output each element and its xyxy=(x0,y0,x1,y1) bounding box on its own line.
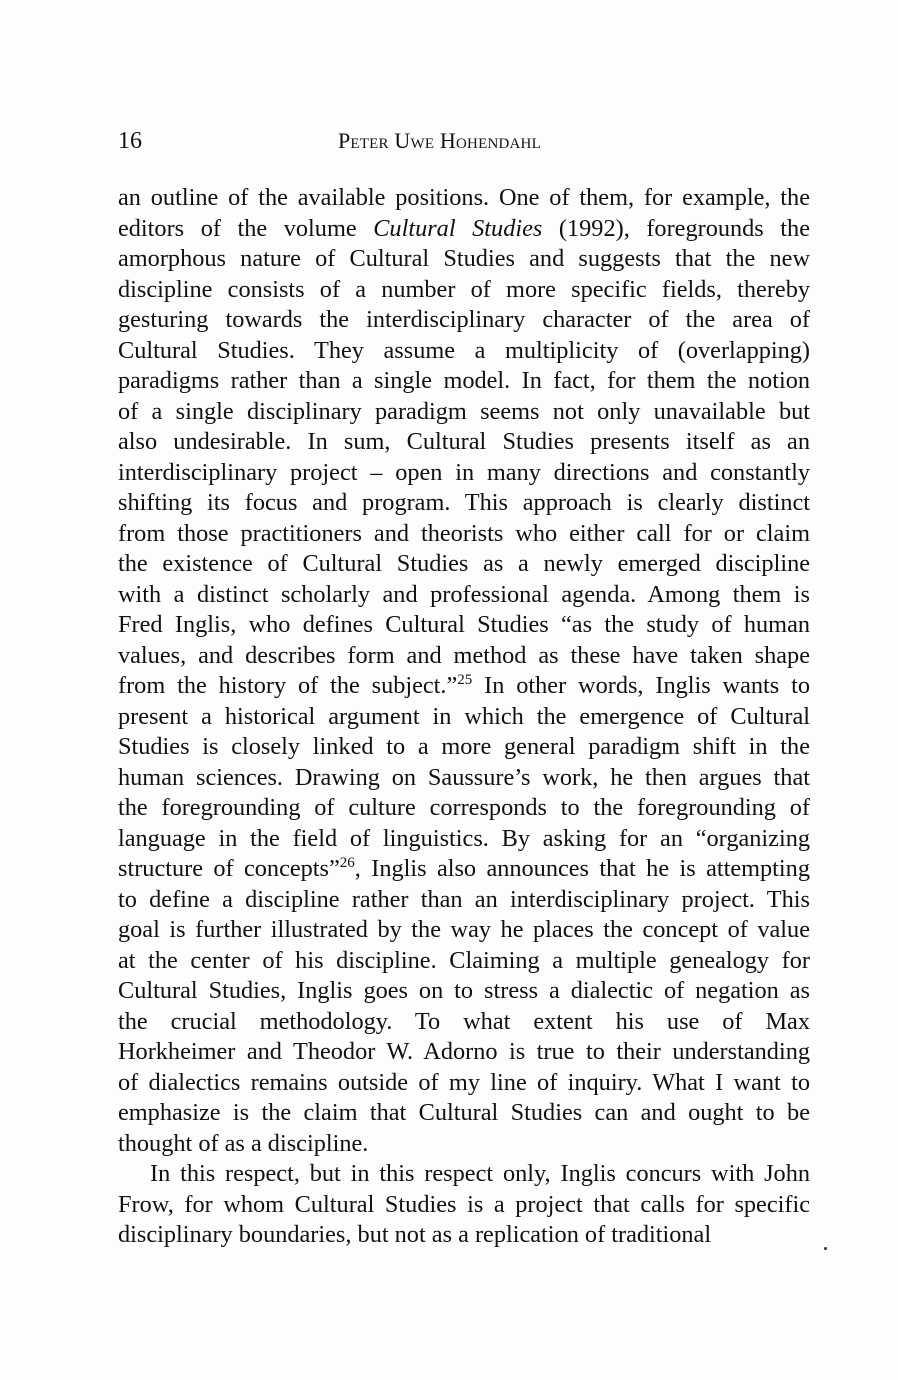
text-line: shifting its focus and program. This approach is clearly distinct xyxy=(118,489,810,516)
text-line: interdisciplinary project – open in many directions and constantly xyxy=(118,458,810,486)
text-line: from the history of the subject.”$^{25}$ In other words, Inglis wants to xyxy=(118,672,810,699)
text-line: goal is further illustrated by the way he places the concept of value xyxy=(118,916,810,943)
paragraph-2 xyxy=(118,1159,810,1251)
text-line: structure of concepts”$^{26}$, Inglis also announces that he is attempting xyxy=(118,855,810,882)
text-line: Studies is closely linked to a more general paradigm shift in the xyxy=(118,733,810,760)
text-line: of a single disciplinary paradigm seems not only unavailable but xyxy=(118,397,810,425)
paragraph-1 xyxy=(118,183,810,1159)
text-line: Cultural Studies. They assume a multiplicity of (overlapping) xyxy=(118,336,810,364)
text-line: values, and describes form and method as these have taken shape xyxy=(118,641,810,669)
footnote-ref: 26 xyxy=(339,855,355,871)
text-line: thought of as a discipline. xyxy=(118,1129,369,1157)
page-header xyxy=(118,126,810,160)
text-line: of dialectics remains outside of my line of inquiry. What I want to xyxy=(118,1068,810,1096)
text-line: an outline of the available positions. One of them, for example, the xyxy=(118,184,810,211)
text-line: gesturing towards the interdisciplinary character of the area of xyxy=(118,306,810,333)
text-line: Horkheimer and Theodor W. Adorno is true to their understanding xyxy=(118,1038,810,1065)
text-line: emphasize is the claim that Cultural Studies can and ought to be xyxy=(118,1099,810,1126)
page-number: 16 xyxy=(118,128,142,154)
italic-title: Cultural Studies xyxy=(373,214,543,242)
text-line: amorphous nature of Cultural Studies and suggests that the new xyxy=(118,245,810,272)
running-head: Peter Uwe Hohendahl xyxy=(338,128,541,153)
text-line: present a historical argument in which the emergence of Cultural xyxy=(118,702,810,730)
text-line: from those practitioners and theorists who either call for or claim xyxy=(118,519,810,547)
footnote-ref: 25 xyxy=(457,672,473,688)
text-line: the foregrounding of culture corresponds to the foregrounding of xyxy=(118,794,810,821)
text-line: with a distinct scholarly and professional agenda. Among them is xyxy=(118,580,810,608)
text-line: the crucial methodology. To what extent his use of Max xyxy=(118,1007,810,1035)
text-line: Fred Inglis, who defines Cultural Studies “as the study of human xyxy=(118,611,810,638)
text-line: human sciences. Drawing on Saussure’s work, he then argues that xyxy=(118,763,810,791)
text-line: language in the field of linguistics. By asking for an “organizing xyxy=(118,824,810,852)
body-text xyxy=(118,183,810,1251)
text-line: paradigms rather than a single model. In fact, for them the notion xyxy=(118,367,810,394)
text-line: also undesirable. In sum, Cultural Studies presents itself as an xyxy=(118,428,810,455)
text-line: to define a discipline rather than an interdisciplinary project. This xyxy=(118,885,810,913)
text-line: disciplinary boundaries, but not as a replication of traditional xyxy=(118,1221,712,1248)
text-line: the existence of Cultural Studies as a newly emerged discipline xyxy=(118,550,810,577)
text-line: discipline consists of a number of more specific fields, thereby xyxy=(118,275,810,303)
page-speck xyxy=(824,1247,827,1250)
text-line: editors of the volume Cultural Studies (1992), foregrounds the xyxy=(118,214,810,242)
text-line: Cultural Studies, Inglis goes on to stress a dialectic of negation as xyxy=(118,977,810,1004)
text-line: Frow, for whom Cultural Studies is a project that calls for specific xyxy=(118,1190,810,1218)
text-line: In this respect, but in this respect only, Inglis concurs with John xyxy=(150,1160,810,1187)
text-line: at the center of his discipline. Claiming a multiple genealogy for xyxy=(118,946,810,974)
